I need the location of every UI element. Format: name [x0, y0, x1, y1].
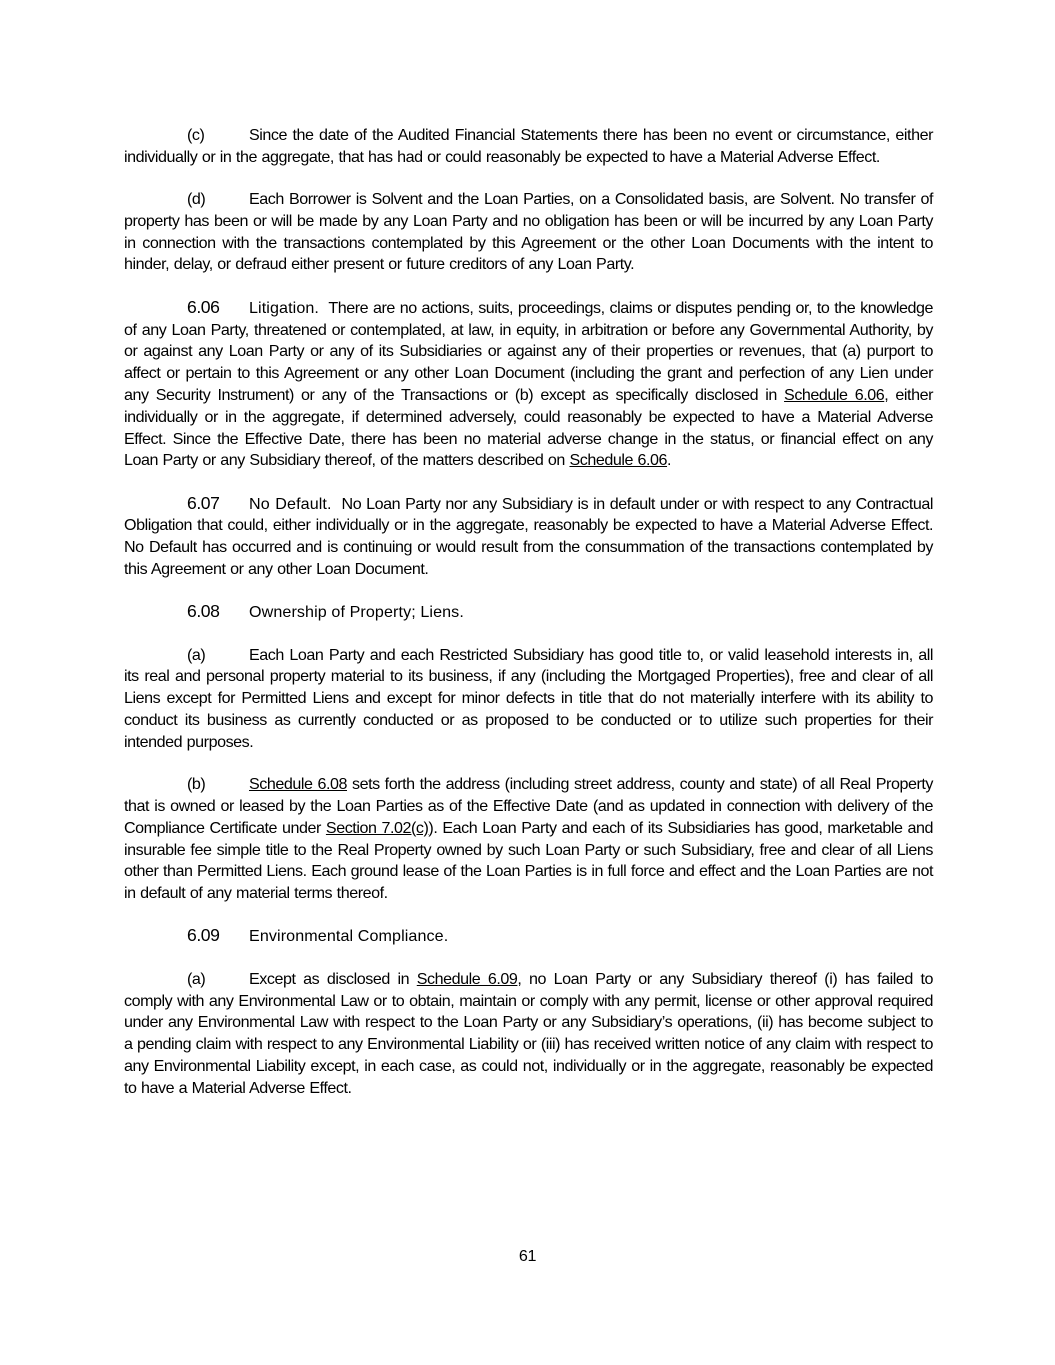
section-text: .	[667, 451, 672, 470]
section-6-09-heading	[124, 925, 933, 948]
schedule-reference: Schedule 6.09	[416, 969, 518, 988]
paragraph-label: (a)	[187, 969, 206, 988]
paragraph-label: (b)	[187, 775, 206, 794]
paragraph-6-08-b	[124, 774, 933, 905]
paragraph-d	[124, 189, 933, 276]
schedule-reference: Schedule 6.08	[249, 775, 348, 794]
section-number: 6.07	[187, 492, 220, 513]
section-title: No Default.	[249, 494, 332, 513]
paragraph-text: Each Loan Party and each Restricted Subsidiary has good title to, or valid leasehold interests in, all its real and personal property material to its business, if any (including the Mortgaged Properties), free and clear of all Liens except for Permitted Liens and except for minor defects in title that do not materially interfere with its ability to conduct its business as currently conducted or as proposed to be conducted or to utilize such properties for their intended purposes.	[124, 645, 933, 751]
page-number: 61	[518, 1247, 537, 1265]
paragraph-label: (d)	[187, 190, 206, 209]
section-text: There are no actions, suits, proceedings, claims or disputes pending or, to the knowledge of any Loan Party, threatened or contemplated, at law, in equity, in arbitration or before any Governmental Authority, by or against any Loan Party or any of its Subsidiaries or against any of their properties or revenues, that (a) purport to affect or pertain to this Agreement or any other Loan Document (including the grant and perfection of any Lien under any Security Instrument) or any of the Transactions or (b) except as specifically disclosed in	[124, 298, 933, 404]
section-number: 6.08	[187, 601, 220, 622]
paragraph-6-08-a	[124, 645, 933, 754]
schedule-reference: Schedule 6.06	[784, 385, 885, 404]
section-6-06	[124, 297, 933, 472]
section-text: , either individually or in the aggregate, if determined adversely, could reasonably be expected to have a Material Adverse Effect. Since the Effective Date, there has been no material adverse change in the status, or financial effect on any Loan Party or any Subsidiary thereof, of the matters described on	[124, 385, 933, 470]
paragraph-text: , no Loan Party or any Subsidiary thereof (i) has failed to comply with any Environmental Law or to obtain, maintain or comply with any permit, license or other approval required under any Environmental Law with respect to the Loan Party or any Subsidiary’s operations, (ii) has become subject to a pending claim with respect to any Environmental Liability or (iii) has received written notice of any claim with respect to any Environmental Liability except, in each case, as could not, individually or in the aggregate, reasonably be expected to have a Material Adverse Effect.	[124, 969, 933, 1097]
section-title: Environmental Compliance.	[249, 927, 449, 946]
section-number: 6.09	[187, 925, 220, 946]
paragraph-6-09-a	[124, 969, 933, 1100]
section-reference: Section 7.02(c)	[325, 818, 429, 837]
paragraph-label: (c)	[187, 126, 205, 144]
paragraph-label: (a)	[187, 645, 206, 664]
section-number: 6.06	[187, 296, 220, 317]
paragraph-text: Each Borrower is Solvent and the Loan Parties, on a Consolidated basis, are Solvent. No transfer of property has been or will be made by any Loan Party and no obligation has been or will be incurred by any Loan Party in connection with the transactions contemplated by this Agreement or the other Loan Documents with the intent to hinder, delay, or defraud either present or future creditors of any Loan Party.	[124, 190, 933, 274]
section-title: Ownership of Property; Liens.	[249, 603, 464, 622]
section-title: Litigation.	[249, 298, 319, 317]
paragraph-text: Since the date of the Audited Financial Statements there has been no event or circumstance, either individually or in the aggregate, that has had or could reasonably be expected to have a Material Adverse Effect.	[124, 126, 933, 166]
section-text: No Loan Party nor any Subsidiary is in default under or with respect to any Contractual Obligation that could, either individually or in the aggregate, reasonably be expected to have a Material Adverse Effect. No Default has occurred and is continuing or would result from the consummation of the transactions contemplated by this Agreement or any other Loan Document.	[124, 494, 934, 579]
paragraph-text: ). Each Loan Party and each of its Subsidiaries has good, marketable and insurable fee simple title to the Real Property owned by such Loan Party or such Subsidiary, free and clear of all Liens other than Permitted Liens. Each ground lease of the Loan Parties is in full force and effect and the Loan Parties are not in default of any material terms thereof.	[124, 818, 933, 903]
paragraph-text: sets forth the address (including street address, county and state) of all Real Property that is owned or leased by the Loan Parties as of the Effective Date (and as updated in connection with delivery of the Compliance Certificate under	[124, 775, 933, 837]
section-6-08-heading	[124, 601, 933, 624]
schedule-reference: Schedule 6.06	[569, 451, 668, 470]
document-page	[124, 125, 933, 1120]
paragraph-text: Except as disclosed in	[249, 969, 417, 988]
paragraph-c	[124, 125, 933, 169]
section-6-07	[124, 493, 933, 581]
